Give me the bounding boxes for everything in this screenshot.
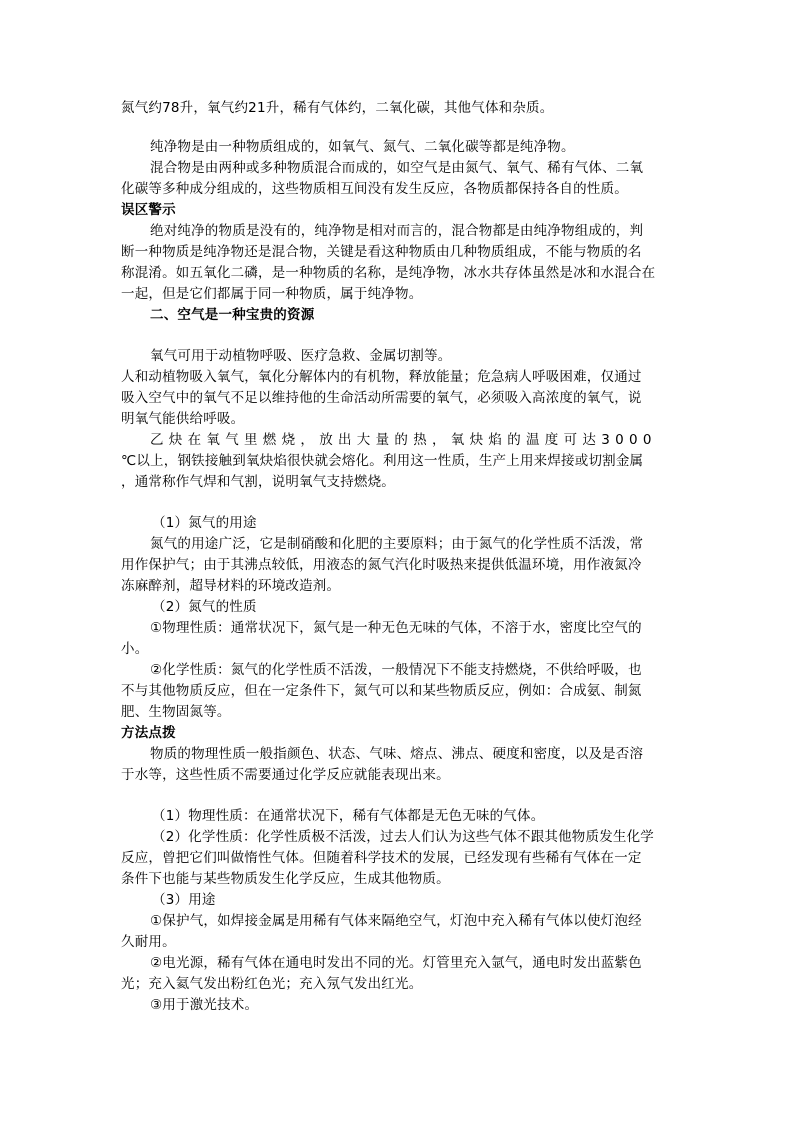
text-line: ，通常称作气焊和气割，说明氧气支持燃烧。 <box>121 474 395 490</box>
text-line: 绝对纯净的物质是没有的，纯净物是相对而言的，混合物都是由纯净物组成的，判 <box>150 223 644 239</box>
text-line: 冻麻醉剂，超导材料的环境改造剂。 <box>121 578 341 594</box>
text-line: ℃以上，钢铁接触到氧炔焰很快就会熔化。利用这一性质，生产上用来焊接或切割金属 <box>121 453 644 469</box>
text-line: （1）物理性质：在通常状况下，稀有气体都是无色无味的气体。 <box>152 808 545 824</box>
text-line: 肥、生物固氮等。 <box>121 704 231 720</box>
text-line: （2）化学性质：化学性质极不活泼，过去人们认为这些气体不跟其他物质发生化学 <box>152 829 654 845</box>
text-line: 光；充入氦气发出粉红色光；充入氖气发出红光。 <box>121 976 423 992</box>
text-line: 小。 <box>121 641 149 657</box>
text-line: 条件下也能与某些物质发生化学反应，生成其他物质。 <box>121 871 450 887</box>
text-line: 用作保护气；由于其沸点较低，用液态的氮气汽化时吸热来提供低温环境，用作液氮冷 <box>121 557 642 573</box>
subsection-heading: （2）氮气的性质 <box>152 599 257 615</box>
subsection-heading: （3）用途 <box>152 892 216 908</box>
text-line: 称混淆。如五氧化二磷，是一种物质的名称，是纯净物，冰水共存体虽然是冰和水混合在 <box>121 265 656 281</box>
section-heading: 误区警示 <box>121 202 176 218</box>
section-heading: 方法点拨 <box>121 725 176 741</box>
text-line: 氮气的用途广泛，它是制硝酸和化肥的主要原料；由于氮气的化学性质不活泼，常 <box>150 536 644 552</box>
text-line: 乙炔在氧气里燃烧，放出大量的热，氧炔焰的温度可达3000 <box>150 432 657 448</box>
text-line: 不与其他物质反应，但在一定条件下，氮气可以和某些物质反应，例如：合成氨、制氮 <box>121 683 642 699</box>
text-line: ①物理性质：通常状况下，氮气是一种无色无味的气体，不溶于水，密度比空气的 <box>150 620 642 636</box>
text-line: 人和动植物吸入氧气，氧化分解体内的有机物，释放能量；危急病人呼吸困难，仅通过 <box>121 369 642 385</box>
text-line: 吸入空气中的氧气不足以维持他的生命活动所需要的氧气，必须吸入高浓度的氧气，说 <box>121 390 642 406</box>
text-line: 反应，曾把它们叫做惰性气体。但随着科学技术的发展，已经发现有些稀有气体在一定 <box>121 850 642 866</box>
text-line: 化碳等多种成分组成的，这些物质相互间没有发生反应，各物质都保持各自的性质。 <box>121 181 628 197</box>
subsection-heading: （1）氮气的用途 <box>152 515 257 531</box>
text-line: ③用于激光技术。 <box>150 997 259 1013</box>
text-line: 物质的物理性质一般指颜色、状态、气味、熔点、沸点、硬度和密度，以及是否溶 <box>150 746 644 762</box>
text-line: ②电光源，稀有气体在通电时发出不同的光。灯管里充入氩气，通电时发出蓝紫色 <box>150 955 642 971</box>
text-line: 氮气约78升，氧气约21升，稀有气体约，二氧化碳，其他气体和杂质。 <box>121 100 554 116</box>
text-line: ①保护气，如焊接金属是用稀有气体来隔绝空气，灯泡中充入稀有气体以使灯泡经 <box>150 913 642 929</box>
text-line: 一起，但是它们都属于同一种物质，属于纯净物。 <box>121 286 423 302</box>
text-line: 久耐用。 <box>121 934 176 950</box>
section-heading: 二、空气是一种宝贵的资源 <box>150 307 315 323</box>
text-line: 纯净物是由一种物质组成的，如氧气、氮气、二氧化碳等都是纯净物。 <box>150 139 575 155</box>
text-line: 断一种物质是纯净物还是混合物，关键是看这种物质由几种物质组成，不能与物质的名 <box>121 244 642 260</box>
text-line: 明氧气能供给呼吸。 <box>121 411 245 427</box>
text-line: 氧气可用于动植物呼吸、医疗急救、金属切割等。 <box>150 348 452 364</box>
text-line: 混合物是由两种或多种物质混合而成的，如空气是由氮气、氧气、稀有气体、二氧 <box>150 160 644 176</box>
text-line: ②化学性质：氮气的化学性质不活泼，一般情况下不能支持燃烧，不供给呼吸，也 <box>150 662 642 678</box>
text-line: 于水等，这些性质不需要通过化学反应就能表现出来。 <box>121 767 450 783</box>
